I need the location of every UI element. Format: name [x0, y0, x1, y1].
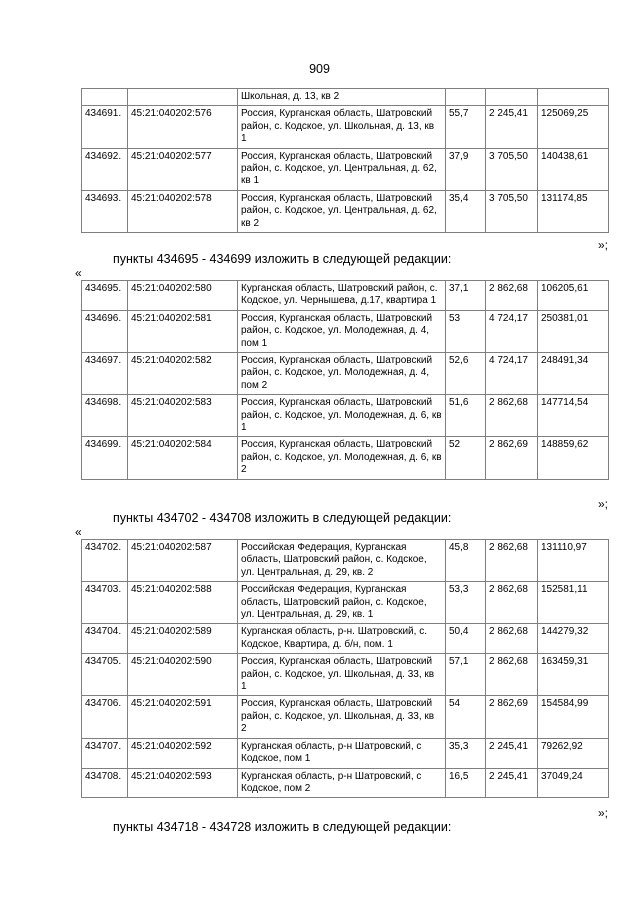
cadastral-value-cell: 163459,31: [538, 654, 609, 696]
rate-cell: 2 862,69: [486, 437, 538, 479]
area-cell: 50,4: [446, 624, 486, 654]
row-number: 434695.: [82, 281, 128, 311]
address-cell: Россия, Курганская область, Шатровский район, с. Кодское, ул. Молодежная, д. 4, пом 1: [238, 310, 446, 352]
cadastral-number: 45:21:040202:592: [128, 738, 238, 768]
area-cell: 53: [446, 310, 486, 352]
row-number: 434693.: [82, 190, 128, 232]
row-number: 434697.: [82, 353, 128, 395]
cadastral-number: 45:21:040202:593: [128, 768, 238, 798]
table-row: [82, 190, 609, 232]
cadastral-number: 45:21:040202:583: [128, 395, 238, 437]
address-cell: Россия, Курганская область, Шатровский район, с. Кодское, ул. Школьная, д. 33, кв 2: [238, 696, 446, 738]
cadastral-value-cell: 250381,01: [538, 310, 609, 352]
table-row: [82, 654, 609, 696]
cadastral-value-cell: 248491,34: [538, 353, 609, 395]
address-cell: Россия, Курганская область, Шатровский район, с. Кодское, ул. Центральная, д. 62, кв 2: [238, 190, 446, 232]
rate-cell: 2 245,41: [486, 106, 538, 148]
area-cell: 55,7: [446, 106, 486, 148]
page-number: 909: [309, 62, 330, 76]
table-row: [82, 624, 609, 654]
row-number: 434703.: [82, 582, 128, 624]
cadastral-value-cell: 140438,61: [538, 148, 609, 190]
cadastral-value-cell: 131110,97: [538, 540, 609, 582]
rate-cell: 4 724,17: [486, 353, 538, 395]
opening-quote: «: [75, 266, 82, 280]
cadastral-number: 45:21:040202:589: [128, 624, 238, 654]
rate-cell: 2 862,68: [486, 624, 538, 654]
cadastral-number: 45:21:040202:577: [128, 148, 238, 190]
rate-cell: 3 705,50: [486, 190, 538, 232]
address-cell: Школьная, д. 13, кв 2: [238, 89, 446, 106]
address-cell: Курганская область, р-н Шатровский, с Кодское, пом 1: [238, 738, 446, 768]
area-cell: 53,3: [446, 582, 486, 624]
amendment-paragraph-2: пункты 434702 - 434708 изложить в следующей редакции:: [113, 511, 452, 525]
cadastral-value-cell: 79262,92: [538, 738, 609, 768]
property-table-2: [81, 280, 609, 480]
table-row: [82, 106, 609, 148]
rate-cell: 2 862,68: [486, 395, 538, 437]
area-cell: 35,4: [446, 190, 486, 232]
closing-quote: »;: [597, 806, 608, 820]
address-cell: Курганская область, р-н. Шатровский, с. Кодское, Квартира, д. б/н, пом. 1: [238, 624, 446, 654]
row-number: 434702.: [82, 540, 128, 582]
table-row: [82, 148, 609, 190]
rate-cell: 2 862,69: [486, 696, 538, 738]
row-number: 434692.: [82, 148, 128, 190]
cadastral-value-cell: 37049,24: [538, 768, 609, 798]
table-row: [82, 540, 609, 582]
address-cell: Россия, Курганская область, Шатровский район, с. Кодское, ул. Молодежная, д. 6, кв 2: [238, 437, 446, 479]
cadastral-value-cell: 148859,62: [538, 437, 609, 479]
cadastral-value-cell: 106205,61: [538, 281, 609, 311]
table-row: [82, 738, 609, 768]
rate-cell: 2 862,68: [486, 582, 538, 624]
table-row: [82, 395, 609, 437]
cadastral-value-cell: 154584,99: [538, 696, 609, 738]
area-cell: 16,5: [446, 768, 486, 798]
cadastral-number: 45:21:040202:578: [128, 190, 238, 232]
area-cell: 37,1: [446, 281, 486, 311]
cadastral-value-cell: 125069,25: [538, 106, 609, 148]
row-number: 434708.: [82, 768, 128, 798]
cadastral-number: 45:21:040202:584: [128, 437, 238, 479]
area-cell: 52: [446, 437, 486, 479]
address-cell: Россия, Курганская область, Шатровский район, с. Кодское, ул. Школьная, д. 33, кв 1: [238, 654, 446, 696]
row-number: 434699.: [82, 437, 128, 479]
area-cell: 52,6: [446, 353, 486, 395]
row-number: 434696.: [82, 310, 128, 352]
cadastral-value-cell: [538, 89, 609, 106]
cadastral-value-cell: 131174,85: [538, 190, 609, 232]
property-table-1: [81, 88, 609, 233]
table-row: [82, 696, 609, 738]
cadastral-number: 45:21:040202:590: [128, 654, 238, 696]
address-cell: Российская Федерация, Курганская область, Шатровский район, с. Кодское, ул. Центральная, д. 29, кв. 2: [238, 540, 446, 582]
rate-cell: 2 862,68: [486, 281, 538, 311]
cadastral-number: 45:21:040202:580: [128, 281, 238, 311]
address-cell: Россия, Курганская область, Шатровский район, с. Кодское, ул. Центральная, д. 62, кв 1: [238, 148, 446, 190]
rate-cell: 2 862,68: [486, 654, 538, 696]
property-table-3: [81, 539, 609, 798]
table-row: [82, 281, 609, 311]
area-cell: 45,8: [446, 540, 486, 582]
area-cell: 57,1: [446, 654, 486, 696]
area-cell: 37,9: [446, 148, 486, 190]
cadastral-number: 45:21:040202:591: [128, 696, 238, 738]
cadastral-number: [128, 89, 238, 106]
area-cell: 35,3: [446, 738, 486, 768]
table-row: [82, 437, 609, 479]
table-row: [82, 582, 609, 624]
rate-cell: 2 862,68: [486, 540, 538, 582]
address-cell: Россия, Курганская область, Шатровский район, с. Кодское, ул. Молодежная, д. 4, пом 2: [238, 353, 446, 395]
table-row: [82, 310, 609, 352]
area-cell: 54: [446, 696, 486, 738]
cadastral-number: 45:21:040202:582: [128, 353, 238, 395]
address-cell: Российская Федерация, Курганская область, Шатровский район, с. Кодское, ул. Центральная, д. 29, кв. 1: [238, 582, 446, 624]
closing-quote: »;: [597, 497, 608, 511]
cadastral-number: 45:21:040202:581: [128, 310, 238, 352]
row-number: 434706.: [82, 696, 128, 738]
table-row: [82, 768, 609, 798]
cadastral-number: 45:21:040202:588: [128, 582, 238, 624]
address-cell: Россия, Курганская область, Шатровский район, с. Кодское, ул. Школьная, д. 13, кв 1: [238, 106, 446, 148]
row-number: [82, 89, 128, 106]
amendment-paragraph-1: пункты 434695 - 434699 изложить в следующей редакции:: [113, 252, 452, 266]
row-number: 434691.: [82, 106, 128, 148]
rate-cell: 2 245,41: [486, 738, 538, 768]
rate-cell: 2 245,41: [486, 768, 538, 798]
row-number: 434707.: [82, 738, 128, 768]
cadastral-value-cell: 152581,11: [538, 582, 609, 624]
table-row: [82, 353, 609, 395]
amendment-paragraph-3: пункты 434718 - 434728 изложить в следующей редакции:: [113, 820, 452, 834]
area-cell: 51,6: [446, 395, 486, 437]
rate-cell: 4 724,17: [486, 310, 538, 352]
rate-cell: 3 705,50: [486, 148, 538, 190]
cadastral-number: 45:21:040202:576: [128, 106, 238, 148]
area-cell: [446, 89, 486, 106]
row-number: 434705.: [82, 654, 128, 696]
address-cell: Курганская область, Шатровский район, с. Кодское, ул. Чернышева, д.17, квартира 1: [238, 281, 446, 311]
closing-quote: »;: [597, 238, 608, 252]
address-cell: Россия, Курганская область, Шатровский район, с. Кодское, ул. Молодежная, д. 6, кв 1: [238, 395, 446, 437]
table-row: [82, 89, 609, 106]
cadastral-value-cell: 144279,32: [538, 624, 609, 654]
row-number: 434704.: [82, 624, 128, 654]
rate-cell: [486, 89, 538, 106]
opening-quote: «: [75, 525, 82, 539]
cadastral-number: 45:21:040202:587: [128, 540, 238, 582]
cadastral-value-cell: 147714,54: [538, 395, 609, 437]
row-number: 434698.: [82, 395, 128, 437]
address-cell: Курганская область, р-н Шатровский, с Кодское, пом 2: [238, 768, 446, 798]
